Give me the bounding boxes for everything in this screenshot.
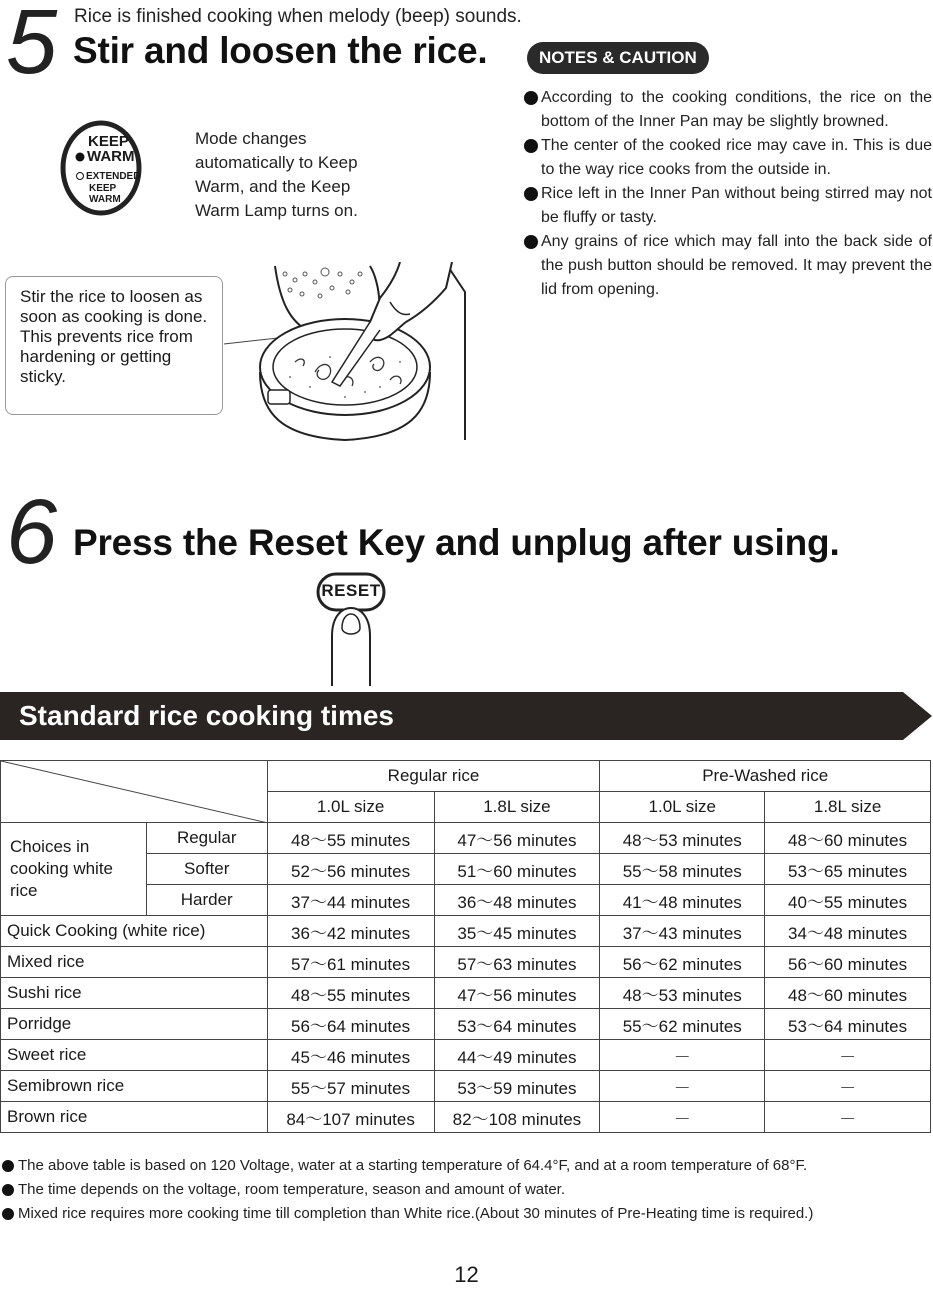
table-cell: 55～58 minutes	[600, 854, 765, 885]
table-row	[1, 1071, 931, 1102]
bullet-icon	[2, 1160, 14, 1172]
bullet-icon	[524, 235, 538, 249]
choice-label: Harder	[146, 885, 267, 916]
step-5-subtitle: Rice is finished cooking when melody (beep) sounds.	[74, 6, 522, 27]
table-cell: 34～48 minutes	[765, 916, 931, 947]
table-row	[1, 916, 931, 947]
choices-label: Choices in cooking white rice	[1, 823, 147, 916]
table-row	[1, 947, 931, 978]
table-cell: －	[600, 1071, 765, 1102]
table-cell: 56～62 minutes	[600, 947, 765, 978]
table-cell: 53～59 minutes	[434, 1071, 600, 1102]
table-cell: 45～46 minutes	[267, 1040, 434, 1071]
table-cell: 48～55 minutes	[267, 823, 434, 854]
keep-warm-label-2: WARM	[87, 148, 135, 165]
table-cell: 37～43 minutes	[600, 916, 765, 947]
footnote-item: The above table is based on 120 Voltage, water at a starting temperature of 64.4°F, and at a room temperature of 68°F.	[2, 1154, 813, 1178]
stir-callout: Stir the rice to loosen as soon as cooking is done. This prevents rice from hardening or getting sticky.	[5, 276, 223, 415]
table-row	[1, 978, 931, 1009]
finger-icon	[328, 606, 374, 686]
header-size: 1.0L size	[600, 792, 765, 823]
footnote-item: Mixed rice requires more cooking time till completion than White rice.(About 30 minutes of Pre-Heating time is required.)	[2, 1202, 813, 1226]
table-cell: 47～56 minutes	[434, 978, 600, 1009]
header-regular-rice: Regular rice	[267, 761, 600, 792]
table-cell: －	[600, 1102, 765, 1133]
note-item: Rice left in the Inner Pan without being stirred may not be fluffy or tasty.	[524, 182, 932, 230]
row-label: Sweet rice	[1, 1040, 268, 1071]
table-cell: 57～61 minutes	[267, 947, 434, 978]
table-cell: －	[600, 1040, 765, 1071]
table-cell: 55～57 minutes	[267, 1071, 434, 1102]
bullet-icon	[2, 1184, 14, 1196]
row-label: Brown rice	[1, 1102, 268, 1133]
table-cell: 48～53 minutes	[600, 978, 765, 1009]
note-item: The center of the cooked rice may cave in. This is due to the way rice cooks from the outside in.	[524, 134, 932, 182]
step-6-number: 6	[6, 481, 58, 583]
table-row	[1, 1040, 931, 1071]
keep-warm-label-3: EXTENDED	[86, 171, 141, 182]
footnote-item: The time depends on the voltage, room temperature, season and amount of water.	[2, 1178, 813, 1202]
bullet-icon	[2, 1208, 14, 1220]
table-group-header-row	[1, 761, 931, 792]
table-cell: 53～65 minutes	[765, 854, 931, 885]
cooking-times-table	[0, 760, 931, 1133]
row-label: Mixed rice	[1, 947, 268, 978]
row-label: Sushi rice	[1, 978, 268, 1009]
row-label: Porridge	[1, 1009, 268, 1040]
header-size: 1.0L size	[267, 792, 434, 823]
note-item: Any grains of rice which may fall into the back side of the push button should be removed. It may prevent the lid from opening.	[524, 230, 932, 302]
choice-label: Softer	[146, 854, 267, 885]
header-size: 1.8L size	[434, 792, 600, 823]
bullet-icon	[524, 139, 538, 153]
step-6-title: Press the Reset Key and unplug after using.	[73, 522, 840, 563]
table-cell: 37～44 minutes	[267, 885, 434, 916]
row-label: Semibrown rice	[1, 1071, 268, 1102]
keep-warm-label-4: KEEP WARM	[89, 183, 121, 205]
table-row	[1, 1102, 931, 1133]
rice-cooker-stirring-illustration	[220, 262, 470, 442]
step-5-title: Stir and loosen the rice.	[73, 30, 488, 71]
notes-list	[524, 86, 932, 302]
table-cell: 57～63 minutes	[434, 947, 600, 978]
notes-caution-badge: NOTES & CAUTION	[527, 42, 709, 74]
table-cell: 56～60 minutes	[765, 947, 931, 978]
table-cell: 84～107 minutes	[267, 1102, 434, 1133]
table-cell: 48～60 minutes	[765, 978, 931, 1009]
table-cell: －	[765, 1102, 931, 1133]
table-corner-cell	[1, 761, 268, 823]
table-cell: 36～42 minutes	[267, 916, 434, 947]
table-cell: 48～60 minutes	[765, 823, 931, 854]
reset-key-label: RESET	[321, 581, 381, 600]
table-cell: －	[765, 1040, 931, 1071]
choice-label: Regular	[146, 823, 267, 854]
header-size: 1.8L size	[765, 792, 931, 823]
step-5-number: 5	[6, 0, 58, 93]
table-row	[1, 823, 931, 854]
header-pre-washed-rice: Pre-Washed rice	[600, 761, 931, 792]
table-cell: 51～60 minutes	[434, 854, 600, 885]
table-cell: 82～108 minutes	[434, 1102, 600, 1133]
table-cell: 48～55 minutes	[267, 978, 434, 1009]
table-row	[1, 1009, 931, 1040]
bullet-icon	[524, 187, 538, 201]
table-cell: 53～64 minutes	[765, 1009, 931, 1040]
table-cell: 41～48 minutes	[600, 885, 765, 916]
table-cell: 56～64 minutes	[267, 1009, 434, 1040]
note-item: According to the cooking conditions, the rice on the bottom of the Inner Pan may be slightly browned.	[524, 86, 932, 134]
table-cell: 36～48 minutes	[434, 885, 600, 916]
row-label: Quick Cooking (white rice)	[1, 916, 268, 947]
table-cell: 55～62 minutes	[600, 1009, 765, 1040]
mode-change-text: Mode changes automatically to Keep Warm, and the Keep Warm Lamp turns on.	[195, 129, 358, 220]
table-cell: －	[765, 1071, 931, 1102]
diagonal-line	[1, 761, 268, 823]
bullet-icon	[524, 91, 538, 105]
table-cell: 47～56 minutes	[434, 823, 600, 854]
table-cell: 44～49 minutes	[434, 1040, 600, 1071]
keep-warm-label-1: KEEP	[88, 133, 129, 150]
page-number: 12	[454, 1262, 479, 1287]
table-cell: 48～53 minutes	[600, 823, 765, 854]
table-cell: 40～55 minutes	[765, 885, 931, 916]
section-banner-title: Standard rice cooking times	[19, 700, 394, 731]
table-cell: 52～56 minutes	[267, 854, 434, 885]
table-cell: 35～45 minutes	[434, 916, 600, 947]
footnotes	[2, 1154, 813, 1226]
table-cell: 53～64 minutes	[434, 1009, 600, 1040]
keep-warm-button-icon	[60, 120, 142, 216]
